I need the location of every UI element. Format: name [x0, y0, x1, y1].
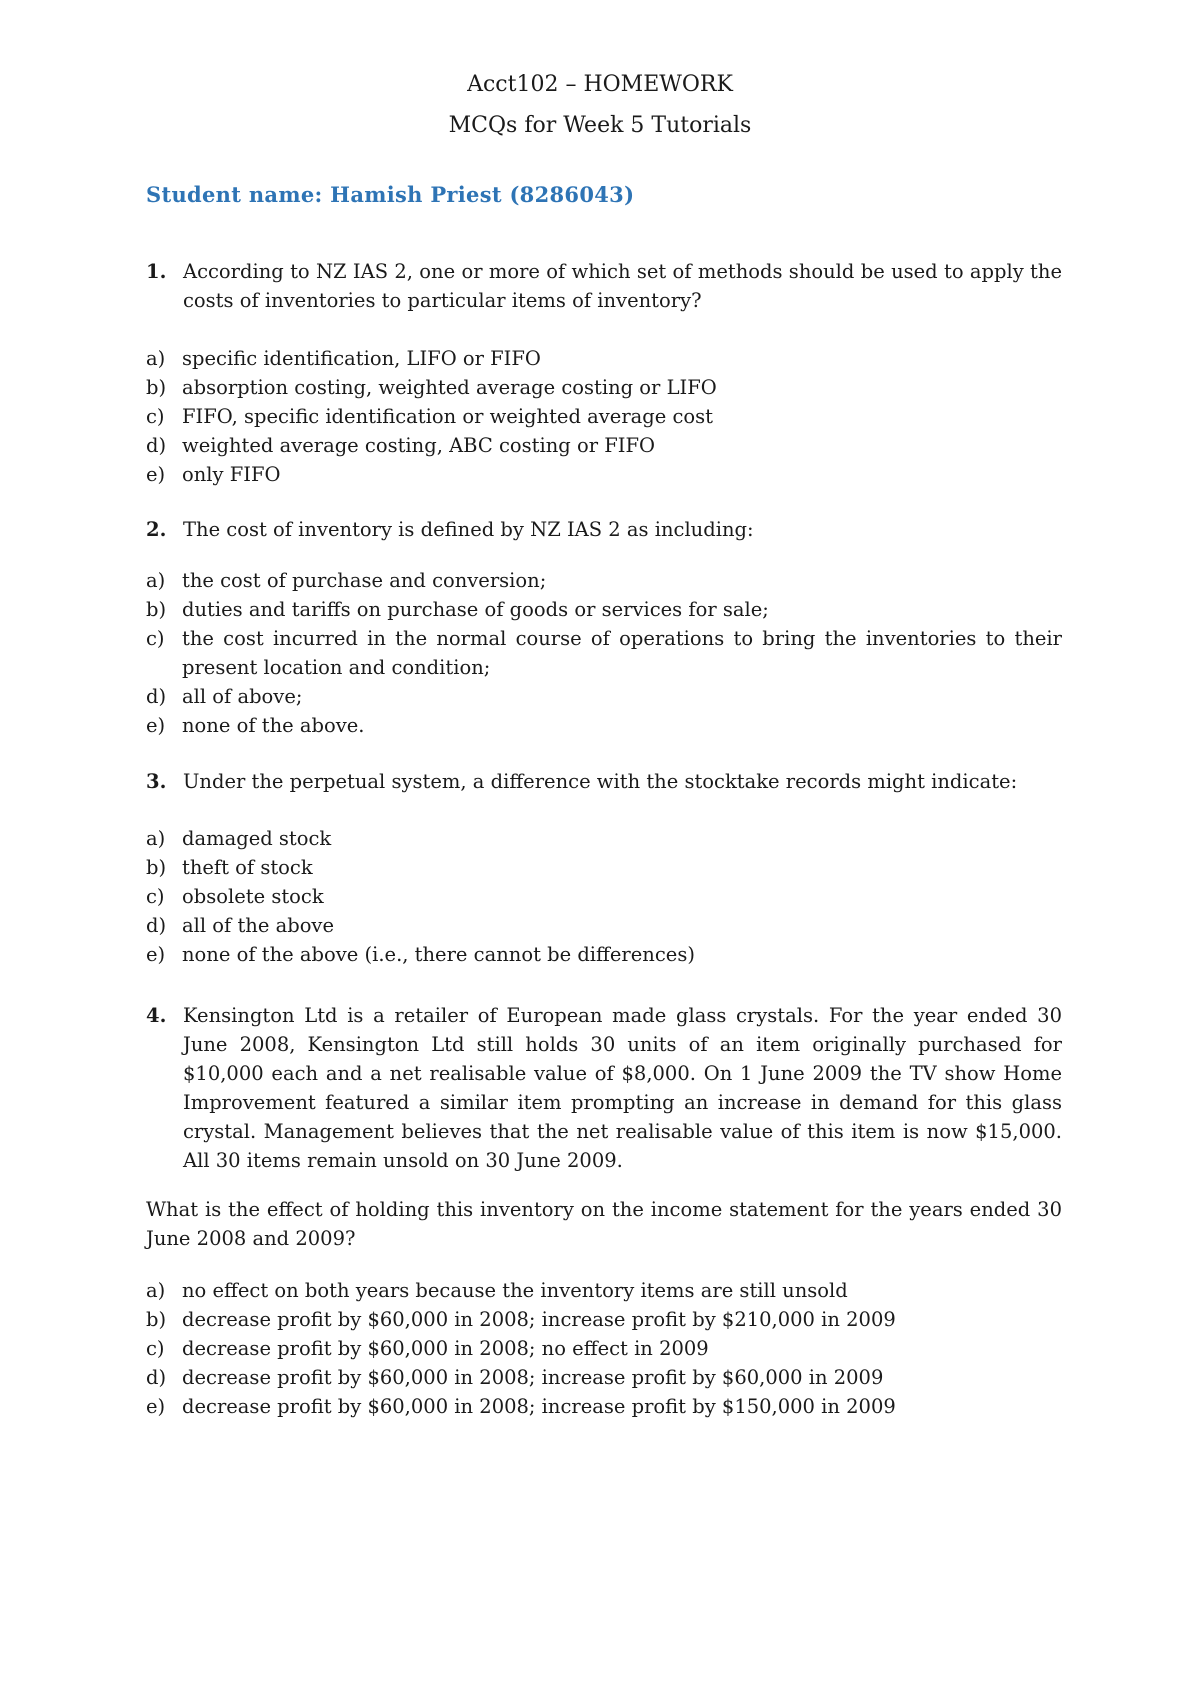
option-label: c): [146, 1337, 165, 1360]
option-label: c): [146, 627, 165, 650]
option-text: obsolete stock: [182, 885, 324, 908]
question-text: According to NZ IAS 2, one or more of which set of methods should be used to apply the costs of inventories to particular items of inventory?: [183, 260, 1062, 312]
option-label: d): [146, 434, 167, 457]
option-text: none of the above (i.e., there cannot be differences): [182, 943, 695, 966]
option-text: the cost incurred in the normal course of operations to bring the inventories to their present location and condition;: [182, 627, 1062, 679]
option-item: [146, 853, 1062, 882]
question-number: 2.: [146, 518, 167, 541]
question-3: [146, 767, 1062, 796]
option-item: [146, 1392, 1062, 1421]
option-item: [146, 344, 1062, 373]
question-number: 4.: [146, 1004, 167, 1027]
question-4: [146, 1001, 1062, 1175]
option-label: d): [146, 1366, 167, 1389]
option-label: b): [146, 598, 167, 621]
question-1: [146, 257, 1062, 315]
question-2-options: [146, 566, 1062, 740]
option-item: [146, 682, 1062, 711]
question-4-followup: [146, 1195, 1062, 1253]
question-3-options: [146, 824, 1062, 969]
option-label: a): [146, 347, 166, 370]
question-text: Under the perpetual system, a difference with the stocktake records might indicate:: [183, 770, 1018, 793]
option-label: e): [146, 943, 166, 966]
option-item: [146, 1276, 1062, 1305]
option-item: [146, 566, 1062, 595]
option-text: decrease profit by $60,000 in 2008; increase profit by $150,000 in 2009: [182, 1395, 896, 1418]
option-label: c): [146, 405, 165, 428]
option-item: [146, 460, 1062, 489]
option-item: [146, 1305, 1062, 1334]
option-text: weighted average costing, ABC costing or FIFO: [182, 434, 655, 457]
option-text: specific identification, LIFO or FIFO: [182, 347, 541, 370]
option-text: all of the above: [182, 914, 334, 937]
option-item: [146, 711, 1062, 740]
option-item: [146, 1334, 1062, 1363]
question-number: 3.: [146, 770, 167, 793]
option-label: e): [146, 463, 166, 486]
question-2: [146, 515, 1062, 544]
question-text: The cost of inventory is defined by NZ IAS 2 as including:: [183, 518, 754, 541]
option-item: [146, 1363, 1062, 1392]
option-label: a): [146, 827, 166, 850]
option-label: d): [146, 685, 167, 708]
option-text: theft of stock: [182, 856, 313, 879]
option-label: b): [146, 376, 167, 399]
option-text: all of above;: [182, 685, 303, 708]
option-label: b): [146, 1308, 167, 1331]
document-title: Acct102 – HOMEWORK: [467, 72, 733, 97]
option-label: b): [146, 856, 167, 879]
option-text: decrease profit by $60,000 in 2008; no effect in 2009: [182, 1337, 709, 1360]
option-item: [146, 940, 1062, 969]
option-item: [146, 824, 1062, 853]
option-label: a): [146, 569, 166, 592]
option-item: [146, 911, 1062, 940]
question-1-options: [146, 344, 1062, 489]
option-label: c): [146, 885, 165, 908]
question-number: 1.: [146, 260, 167, 283]
option-text: damaged stock: [182, 827, 332, 850]
option-text: none of the above.: [182, 714, 365, 737]
option-label: e): [146, 714, 166, 737]
option-item: [146, 431, 1062, 460]
document-subtitle: MCQs for Week 5 Tutorials: [448, 113, 752, 138]
option-text: decrease profit by $60,000 in 2008; increase profit by $210,000 in 2009: [182, 1308, 896, 1331]
question-text: Kensington Ltd is a retailer of European made glass crystals. For the year ended 30 June 2008, Kensington Ltd still holds 30 units of an item originally purchased for $10,000 each and a net realisable value of $8,000. On 1 June 2009 the TV show Home Improvement featured a similar item prompting an increase in demand for this glass crystal. Management believes that the net realisable value of this item is now $15,000. All 30 items remain unsold on 30 June 2009.: [183, 1004, 1062, 1172]
option-text: duties and tariffs on purchase of goods or services for sale;: [182, 598, 769, 621]
question-4-options: [146, 1276, 1062, 1421]
option-label: e): [146, 1395, 166, 1418]
option-item: [146, 595, 1062, 624]
option-item: [146, 882, 1062, 911]
option-item: [146, 373, 1062, 402]
option-item: [146, 402, 1062, 431]
option-text: absorption costing, weighted average costing or LIFO: [182, 376, 717, 399]
option-text: no effect on both years because the inventory items are still unsold: [182, 1279, 848, 1302]
student-name: Student name: Hamish Priest (8286043): [146, 182, 635, 207]
option-item: [146, 624, 1062, 682]
question-followup-text: What is the effect of holding this inventory on the income statement for the years ended 30 June 2008 and 2009?: [146, 1198, 1062, 1250]
option-label: d): [146, 914, 167, 937]
option-text: decrease profit by $60,000 in 2008; increase profit by $60,000 in 2009: [182, 1366, 884, 1389]
option-text: the cost of purchase and conversion;: [182, 569, 547, 592]
option-text: only FIFO: [182, 463, 281, 486]
option-label: a): [146, 1279, 166, 1302]
option-text: FIFO, specific identification or weighted average cost: [182, 405, 714, 428]
